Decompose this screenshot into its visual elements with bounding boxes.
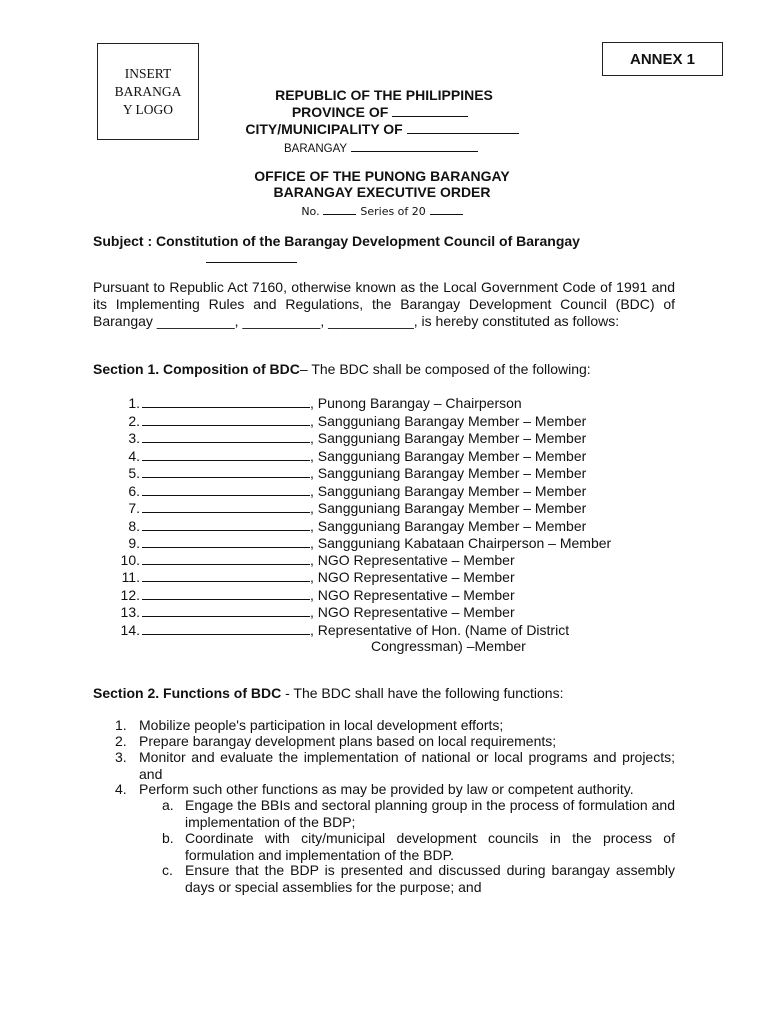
function-item — [93, 717, 675, 734]
member-number: 8. — [128, 517, 140, 534]
member-role: , Sangguniang Barangay Member – Member — [310, 465, 587, 481]
order-title: BARANGAY EXECUTIVE ORDER — [273, 184, 491, 200]
member-number: 9. — [128, 535, 140, 551]
function-text: Prepare barangay development plans based on local requirements; — [139, 733, 557, 749]
member-number: 11. — [121, 569, 140, 585]
header-republic: REPUBLIC OF THE PHILIPPINES — [275, 87, 493, 103]
member-number: 2. — [128, 412, 140, 429]
subfunction-text: Engage the BBIs and sectoral planning group in the process of formulation and implementation of the BDP; — [185, 797, 675, 830]
member-role: , Sangguniang Barangay Member – Member — [310, 482, 587, 499]
header-barangay-label: BARANGAY — [284, 143, 348, 155]
subfunction-item — [162, 862, 675, 895]
member-name-blank — [142, 448, 310, 461]
member-number: 13. — [120, 604, 140, 620]
member-role: , Sangguniang Kabataan Chairperson – Member — [310, 535, 612, 551]
member-name-blank — [142, 552, 310, 565]
section1-heading — [93, 361, 591, 378]
member-name-blank — [142, 395, 310, 408]
member-row — [93, 587, 515, 604]
header-city-label: CITY/MUNICIPALITY OF — [245, 121, 403, 137]
member-role: , NGO Representative – Member — [310, 552, 515, 568]
function-number: 4. — [115, 781, 127, 797]
header-barangay — [0, 139, 765, 158]
member-row — [93, 622, 569, 639]
member-role: , NGO Representative – Member — [310, 569, 515, 585]
member-name-blank — [142, 413, 310, 426]
member-row — [93, 395, 522, 412]
section1-title: Section 1. Composition of BDC — [93, 361, 300, 377]
member-role: , NGO Representative – Member — [310, 586, 515, 603]
member-row — [93, 500, 586, 517]
member-number: 6. — [128, 482, 140, 499]
member-role: , Sangguniang Barangay Member – Member — [310, 517, 587, 534]
office-title: OFFICE OF THE PUNONG BARANGAY — [254, 168, 510, 184]
header-province-label: PROVINCE OF — [291, 104, 389, 120]
member-name-blank — [142, 465, 310, 478]
member-name-blank — [142, 518, 310, 531]
function-number: 3. — [115, 749, 127, 765]
subfunction-item — [162, 797, 675, 830]
member-role: , Representative of Hon. (Name of District — [310, 621, 570, 638]
member-name-blank — [142, 535, 310, 548]
intro-paragraph: Pursuant to Republic Act 7160, otherwise known as the Local Government Code of 1991 and its Implementing Rules and Regulations, the Barangay Development Council (BDC) of Barangay __________, __________, ___________, is hereby constituted as follows: — [93, 279, 675, 329]
order-no-blank — [323, 204, 356, 215]
member-name-blank — [142, 430, 310, 443]
member-name-blank — [142, 587, 310, 600]
province-blank — [392, 104, 468, 117]
function-text: Perform such other functions as may be provided by law or competent authority. — [139, 781, 634, 797]
member-row — [93, 483, 586, 500]
member-number: 10. — [120, 552, 140, 568]
subfunction-text: Ensure that the BDP is presented and discussed during barangay assembly days or special assemblies for the purpose; and — [185, 862, 675, 895]
member-row — [93, 569, 515, 586]
function-text: Monitor and evaluate the implementation of national or local programs and projects; and — [139, 749, 675, 782]
function-item — [93, 733, 675, 750]
function-item — [93, 781, 675, 798]
member-number: 12. — [120, 586, 140, 603]
member-row — [93, 430, 586, 447]
function-number: 1. — [115, 717, 127, 733]
member-row — [93, 465, 586, 482]
member-role: , Sangguniang Barangay Member – Member — [310, 412, 587, 429]
member-number: 4. — [128, 447, 140, 464]
member-row — [93, 552, 515, 569]
member-row — [93, 604, 515, 621]
member-14-continuation: Congressman) –Member — [371, 637, 526, 654]
header-province — [0, 104, 764, 121]
subject-line: Subject : Constitution of the Barangay Development Council of Barangay — [93, 233, 580, 249]
member-role: , Punong Barangay – Chairperson — [310, 395, 522, 411]
subfunction-item — [162, 830, 675, 863]
barangay-blank — [351, 141, 478, 152]
subfunction-letter: c. — [162, 862, 173, 878]
annex-label: ANNEX 1 — [602, 42, 723, 76]
member-role: , Sangguniang Barangay Member – Member — [310, 500, 587, 516]
subject-blank — [206, 251, 297, 263]
logo-placeholder-text: INSERT BARANGA Y LOGO — [114, 65, 182, 117]
member-number: 7. — [128, 500, 140, 516]
order-no-label: No. — [301, 205, 320, 218]
subfunction-letter: a. — [162, 797, 174, 813]
member-role: , Sangguniang Barangay Member – Member — [310, 430, 587, 446]
header-city — [0, 121, 766, 138]
function-item — [93, 749, 675, 782]
member-name-blank — [142, 483, 310, 496]
member-number: 14. — [120, 621, 140, 638]
member-number: 5. — [128, 465, 140, 481]
city-blank — [407, 121, 519, 134]
order-series-label: Series of 20 — [360, 205, 426, 218]
function-number: 2. — [115, 733, 127, 749]
member-name-blank — [142, 569, 310, 582]
member-name-blank — [142, 604, 310, 617]
member-number: 3. — [128, 430, 140, 446]
member-name-blank — [142, 622, 310, 635]
subfunction-letter: b. — [162, 830, 174, 846]
member-name-blank — [142, 500, 310, 513]
member-row — [93, 413, 586, 430]
order-number-line — [0, 202, 766, 220]
order-series-blank — [430, 204, 463, 215]
function-text: Mobilize people's participation in local development efforts; — [139, 717, 504, 733]
section2-title: Section 2. Functions of BDC — [93, 685, 282, 701]
member-role: , Sangguniang Barangay Member – Member — [310, 447, 587, 464]
member-row — [93, 518, 586, 535]
member-row — [93, 448, 586, 465]
member-role: , NGO Representative – Member — [310, 604, 515, 620]
section2-heading — [93, 685, 563, 702]
subfunction-text: Coordinate with city/municipal development councils in the process of formulation and implementation of the BDP. — [185, 830, 675, 863]
section1-text: – The BDC shall be composed of the following: — [299, 361, 591, 377]
member-row — [93, 535, 611, 552]
section2-text: - The BDC shall have the following functions: — [281, 685, 564, 701]
member-number: 1. — [128, 395, 140, 411]
